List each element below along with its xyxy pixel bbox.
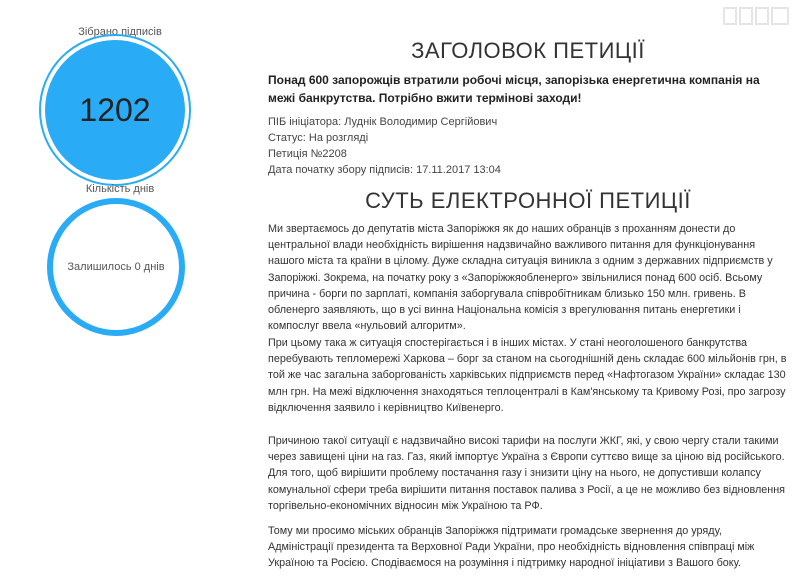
petition-paragraph: При цьому така ж ситуація спостерігається і в інших містах. У стані неоголошеного банкрутства перебувають тепломережі Харкова – борг за станом на сьогоднішній день складає 600 мільйонів грн, в той же час загальна заборгованість харківських підприємств перед «Нафтогазом України» складає 130 млн грн. На межі відключення знаходяться теплоцентралі в Кам'янському та Кривому Розі, про загрозу відключення заявило і керівництво Київенерго. bbox=[268, 337, 787, 414]
signatures-circle bbox=[45, 40, 185, 180]
petition-paragraph: Причиною такої ситуації є надзвичайно високі тарифи на послуги ЖКГ, які, у свою чергу стали такими через завищені ціни на газ. Газ, який імпортує Україна з Європи суттєво вище за ціною від російського. Для того, щоб вирішити проблему постачання газу і знизити ціну на нього, не допустивши колапсу комунальної сфери треба вирішити питання поставок палива з Росії, а це не можливо без відновлення торгівельно-економічних відносин між Україною та РФ. bbox=[268, 435, 786, 512]
petition-subtitle: Понад 600 запорожців втратили робочі місця, запорізька енергетична компанія на межі банкрутства. Потрібно вжити термінові заходи! bbox=[268, 73, 760, 105]
signatures-count: 1202 bbox=[79, 91, 151, 128]
petition-number: Петиція №2208 bbox=[268, 148, 347, 160]
days-remaining: Залишилось 0 днів bbox=[67, 261, 165, 273]
sidebar bbox=[0, 0, 240, 585]
petition-paragraph: Ми звертаємось до депутатів міста Запоріжжя як до наших обранців з проханням донести до центральної влади необхідність вирішення надзвичайно важливого питання для функціонування нашого міста та країни в цілому. Дуже складна ситуація виникла з одним з державних підприємств у Запоріжжі. Зокрема, на початку року з «Запоріжжяобленерго» звільнилися понад 600 осіб. Всьому причина - борги по зарплаті, компанія заборгувала співробітникам близько 150 млн. гривень. В обленерго заявляють, що в усі винна Національна комісія з врегулювання питань енергетики і компослуг ввела «нульовий алгоритм». bbox=[268, 223, 773, 333]
petition-title-heading: ЗАГОЛОВОК ПЕТИЦІЇ bbox=[411, 38, 645, 63]
start-date-info: Дата початку збору підписів: 17.11.2017 13:04 bbox=[268, 164, 501, 176]
petition-paragraph: Тому ми просимо міських обранців Запоріжжя підтримати громадське звернення до уряду, Адміністрації президента та Верховної Ради України, про необхідність відновлення співпраці між Україною та Росією. Сподіваємося на розуміння і підтримку народної ініціативи з Вашого боку. bbox=[268, 525, 755, 570]
initiator-info: ПІБ ініціатора: Луднік Володимир Сергійович bbox=[268, 116, 498, 128]
days-label: Кількість днів bbox=[85, 183, 155, 195]
signatures-label: Зібрано підписів bbox=[78, 26, 162, 38]
watermark-logo-icon bbox=[722, 4, 792, 28]
petition-essence-heading: СУТЬ ЕЛЕКТРОННОЇ ПЕТИЦІЇ bbox=[365, 188, 691, 213]
status-info: Статус: На розгляді bbox=[268, 132, 369, 144]
days-circle bbox=[47, 198, 185, 336]
